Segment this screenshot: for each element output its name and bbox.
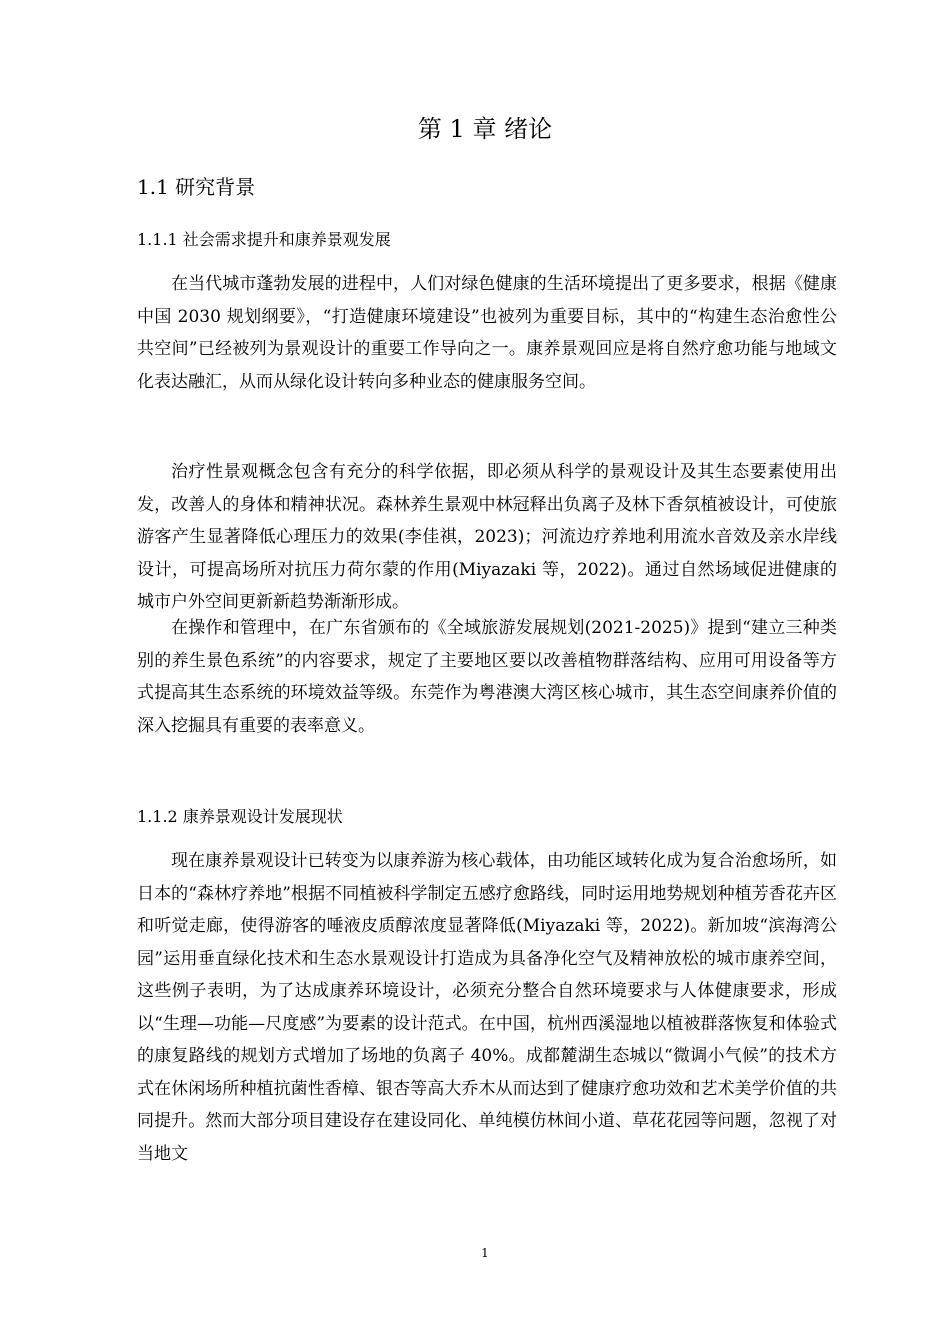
subsection-heading: 1.1.1 社会需求提升和康养景观发展 (137, 230, 391, 249)
section-heading: 1.1 研究背景 (137, 175, 256, 199)
page-number: 1 (481, 1246, 489, 1260)
chapter-title: 第 1 章 绪论 (417, 115, 553, 143)
body-paragraph: 在操作和管理中，在广东省颁布的《全域旅游发展规划(2021-2025)》提到“建立三种类别的养生景色系统”的内容要求，规定了主要地区要以改善植物群落结构、应用可用设备等方式提高其生态系统的环境效益等级。东莞作为粤港澳大湾区核心城市，其生态空间康养价值的深入挖掘具有重要的表率意义。 (137, 618, 837, 736)
subsection-heading: 1.1.2 康养景观设计发展现状 (137, 807, 343, 826)
body-paragraph: 现在康养景观设计已转变为以康养游为核心载体，由功能区域转化成为复合治愈场所，如日本的“森林疗养地”根据不同植被科学制定五感疗愈路线，同时运用地势规划种植芳香花卉区和听觉走廊，使得游客的唾液皮质醇浓度显著降低(Miyazaki 等，2022)。新加坡“滨海湾公园”运用垂直绿化技术和生态水景观设计打造成为具备净化空气及精神放松的城市康养空间，这些例子表明，为了达成康养环境设计，必须充分整合自然环境要求与人体健康要求，形成以“生理—功能—尺度感”为要素的设计范式。在中国，杭州西溪湿地以植被群落恢复和体验式的康复路线的规划方式增加了场地的负离子 40%。成都麓湖生态城以“微调小气候”的技术方式在休闲场所种植抗菌性香樟、银杏等高大乔木从而达到了健康疗愈功效和艺术美学价值的共同提升。然而大部分项目建设存在建设同化、单纯模仿林间小道、草花花园等问题，忽视了对当地文 (137, 851, 837, 1164)
body-paragraph: 在当代城市蓬勃发展的进程中，人们对绿色健康的生活环境提出了更多要求，根据《健康中国 2030 规划纲要》，“打造健康环境建设”也被列为重要目标，其中的“构建生态治愈性公共空间”已经被列为景观设计的重要工作导向之一。康养景观回应是将自然疗愈功能与地域文化表达融汇，从而从绿化设计转向多种业态的健康服务空间。 (137, 274, 837, 392)
body-paragraph: 治疗性景观概念包含有充分的科学依据，即必须从科学的景观设计及其生态要素使用出发，改善人的身体和精神状况。森林养生景观中林冠释出负离子及林下香氛植被设计，可使旅游客产生显著降低心理压力的效果(李佳祺，2023)；河流边疗养地利用流水音效及亲水岸线设计，可提高场所对抗压力荷尔蒙的作用(Miyazaki 等，2022)。通过自然场域促进健康的城市户外空间更新新趋势渐渐形成。 (137, 462, 837, 612)
